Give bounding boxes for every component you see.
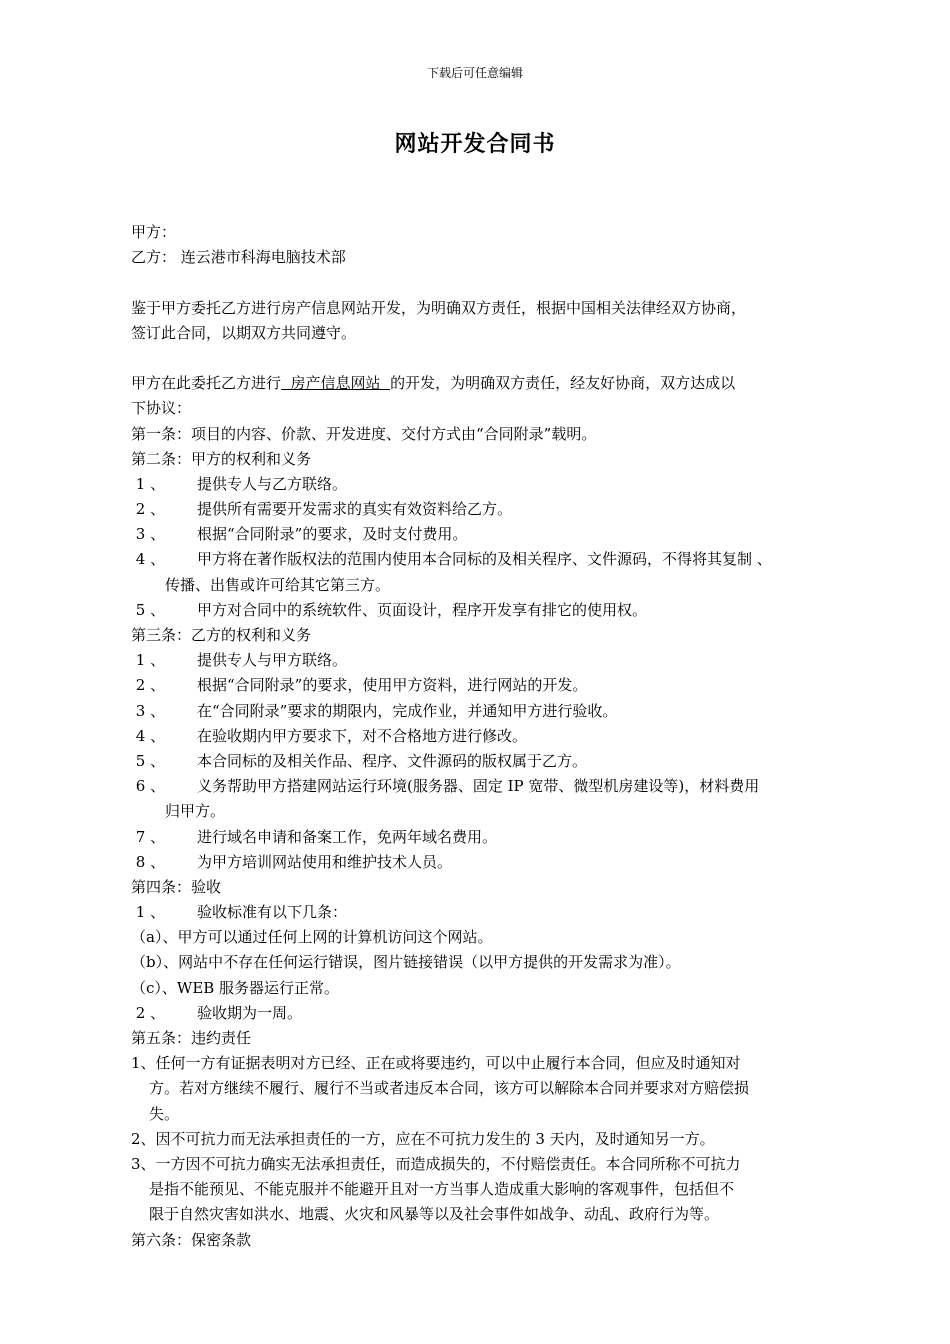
intro-text-after: 的开发，为明确双方责任，经友好协商，双方达成以 [390,374,736,393]
item-number: 1 、 [131,651,166,670]
article-3-item [131,724,831,749]
item-text: 验收标准有以下几条： [197,903,348,922]
intro-text-before: 甲方在此委托乙方进行 [131,374,282,393]
acceptance-criterion: （a）、甲方可以通过任何上网的计算机访问这个网站。 [131,928,493,947]
article-2-item [131,472,831,497]
article-4-heading: 第四条：验收 [131,877,222,896]
article-6-heading: 第六条：保密条款 [131,1230,252,1249]
item-text: 提供所有需要开发需求的真实有效资料给乙方。 [197,500,513,519]
item-number: 1 、 [131,903,166,922]
item-number: 2 、 [131,676,166,695]
item-number: 7 、 [131,827,166,846]
article-3-item [131,774,831,799]
article-2-heading: 第二条：甲方的权利和义务 [131,449,312,468]
party-b-line: 乙方： 连云港市科海电脑技术部 [131,248,346,267]
article-5-heading: 第五条：违约责任 [131,1029,252,1047]
item-number: 5 、 [131,751,166,770]
item-continuation: 传播、出售或许可给其它第三方。 [165,575,391,594]
item-text: 为甲方培训网站使用和维护技术人员。 [197,852,453,871]
item-number: 6 、 [131,777,166,796]
article-2-item [131,598,831,623]
article-2-item [131,497,831,522]
preamble-line-1: 鉴于甲方委托乙方进行房产信息网站开发，为明确双方责任，根据中国相关法律经双方协商， [131,298,747,317]
article-3-item [131,699,831,724]
contract-body [131,220,831,1253]
item-number: 2 、 [131,500,166,519]
article-1: 第一条：项目的内容、价款、开发进度、交付方式由“合同附录”载明。 [131,424,597,443]
item-text: 验收期为一周。 [197,1003,303,1022]
document-title: 网站开发合同书 [394,131,556,157]
item-number: 2 、 [131,1003,166,1022]
item-text: 甲方对合同中的系统软件、页面设计，程序开发享有排它的使用权。 [197,600,648,619]
header-note: 下载后可任意编辑 [426,66,523,80]
item-text: 根据“合同附录”的要求，使用甲方资料，进行网站的开发。 [197,676,588,695]
article-5-clause-line: 2、因不可抗力而无法承担责任的一方，应在不可抗力发生的 3 天内，及时通知另一方。 [131,1129,715,1148]
party-a-label: 甲方： [131,223,177,241]
article-5-clause-line: 限于自然灾害如洪水、地震、火灾和风暴等以及社会事件如战争、动乱、政府行为等。 [149,1205,720,1224]
item-number: 3 、 [131,701,166,720]
item-number: 5 、 [131,600,166,619]
article-3-heading: 第三条：乙方的权利和义务 [131,626,312,644]
article-3-item [131,850,831,875]
acceptance-criterion: （c）、WEB 服务器运行正常。 [131,978,340,997]
item-text: 甲方将在著作版权法的范围内使用本合同标的及相关程序、文件源码，不得将其复制 、 [197,550,772,569]
item-continuation: 归甲方。 [165,802,226,821]
item-text: 提供专人与甲方联络。 [197,651,348,670]
item-number: 4 、 [131,726,166,745]
item-text: 进行域名申请和备案工作，免两年域名费用。 [197,827,498,846]
item-text: 提供专人与乙方联络。 [197,474,348,493]
article-5-clause-line: 方。若对方继续不履行、履行不当或者违反本合同，该方可以解除本合同并要求对方赔偿损 [149,1079,750,1098]
item-number: 8 、 [131,852,166,871]
intro-line-1 [131,371,831,396]
article-2-item [131,522,831,547]
item-number: 1 、 [131,474,166,493]
article-2-item [131,547,831,572]
article-5-clause-line: 失。 [149,1104,180,1123]
intro-line-2: 下协议： [131,399,192,418]
item-text: 在“合同附录”要求的期限内，完成作业，并通知甲方进行验收。 [197,701,618,720]
acceptance-criterion: （b）、网站中不存在任何运行错误，图片链接错误（以甲方提供的开发需求为准）。 [131,953,681,972]
item-text: 义务帮助甲方搭建网站运行环境(服务器、固定 IP 宽带、微型机房建设等)，材料费用 [197,777,760,796]
article-5-clause-line: 1、任何一方有证据表明对方已经、正在或将要违约，可以中止履行本合同，但应及时通知对 [131,1054,741,1073]
item-number: 3 、 [131,525,166,544]
item-text: 根据“合同附录”的要求，及时支付费用。 [197,525,468,544]
article-5-clause-line: 是指不能预见、不能克服并不能避开且对一方当事人造成重大影响的客观事件，包括但不 [149,1180,735,1199]
item-number: 4 、 [131,550,166,569]
article-3-item [131,825,831,850]
article-4-item [131,1001,831,1026]
project-name-underlined: 房产信息网站 [281,374,391,393]
article-5-clause-line: 3、一方因不可抗力确实无法承担责任，而造成损失的，不付赔偿责任。本合同所称不可抗力 [131,1154,741,1173]
article-4-item [131,900,831,925]
preamble-line-2: 签订此合同，以期双方共同遵守。 [131,323,357,342]
item-text: 在验收期内甲方要求下，对不合格地方进行修改。 [197,726,528,745]
article-3-item [131,749,831,774]
article-3-item [131,673,831,698]
item-text: 本合同标的及相关作品、程序、文件源码的版权属于乙方。 [197,751,588,770]
article-3-item [131,648,831,673]
